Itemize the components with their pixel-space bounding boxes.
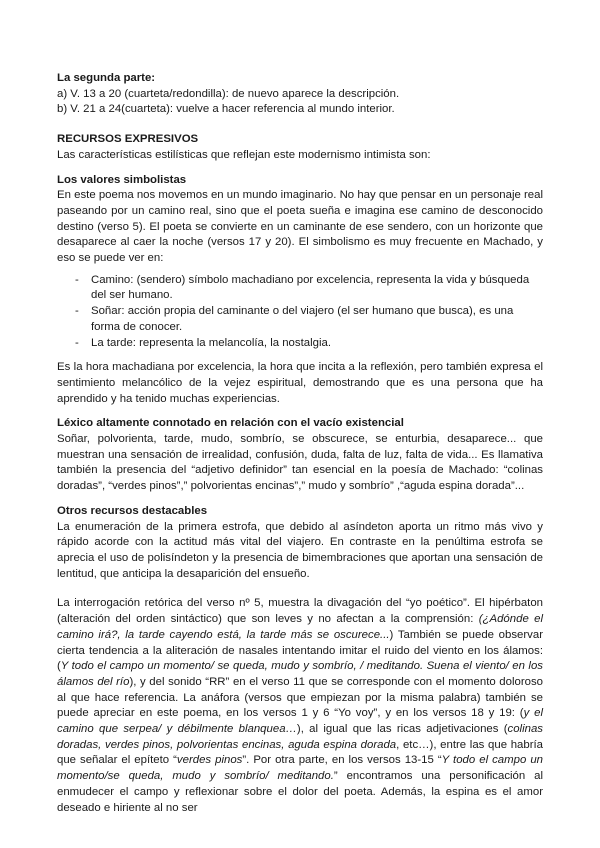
segunda-parte-section [57,71,543,118]
valores-paragraph: En este poema nos movemos en un mundo imaginario. No hay que pensar en un personaje real paseando por un camino real, sino que el poeta sueña e imagina ese camino de desconocido destino (verso 5). El poeta se convierte en un caminante de ese sendero, con un horizonte que desaparece al caer la noche (versos 17 y 20). El simbolismo es muy frecuente en Machado, y eso se puede ver en: [57,189,543,265]
otros-section [57,504,543,583]
otros-heading: Otros recursos destacables [57,504,208,517]
valores-after-paragraph: Es la hora machadiana por excelencia, la hora que incita a la reflexión, pero también expresa el sentimiento melancólico de la vejez espiritual, demostrando que es una persona que ha aprendido y ha tenido muchas experiencias. [57,361,543,405]
lexico-heading: Léxico altamente connotado en relación con el vacío existencial [57,417,404,430]
interrogacion-paragraph: La interrogación retórica del verso nº 5, muestra la divagación del “yo poético”. El hipérbaton (alteración del orden sintáctico) que son leves y no afectan a la comprensión: (¿Adónde el camino irá?, la tarde cayendo está, la tarde más se oscurece...) También se puede observar cierta tendencia a la aliteración de nasales intentando imitar el ruido del viento en los álamos: (Y todo el campo un momento/ se queda, mudo y sombrío, / meditando. Suena el viento/ en los álamos del río), y del sonido “RR” en el verso 11 que se corresponde con el momento doloroso al que hace referencia. La anáfora (versos que empiezan por la misma palabra) también se puede apreciar en este poema, en los versos 1 y 6 “Yo voy”, y en los versos 18 y 19: (y el camino que serpea/ y débilmente blanquea…), al igual que las ricas adjetivaciones (colinas doradas, verdes pinos, polvorientas encinas, aguda espina dorada, etc…), entre las que habría que señalar el epíteto “verdes pinos”. Por otra parte, en los versos 13-15 “Y todo el campo un momento/se queda, mudo y sombrío/ meditando.” encontramos una personificación al enmudecer el campo y reflexionar sobre el dolor del poeta. Además, la espina es el amor deseado e hiriente al no ser [57,597,544,814]
recursos-intro: Las características estilísticas que reflejan este modernismo intimista son: [57,148,431,161]
segunda-parte-heading: La segunda parte: [57,72,156,84]
lexico-paragraph: Soñar, polvorienta, tarde, mudo, sombrío, se obscurece, se enturbia, desaparece... que muestran una sensación de irrealidad, confusión, duda, falta de luz, falta de vida... Es llamativa también la presencia del “adjetivo definidor” tan esencial en la poesía de Machado: “colinas doradas”, “verdes pinos”,” polvorientas encinas”,” mudo y sombrío” ,“aguda espina dorada”... [57,433,543,493]
valores-list [57,273,543,352]
lexico-section [57,416,543,495]
list-item: - Camino: (sendero) símbolo machadiano por excelencia, representa la vida y búsqueda del ser humano. [75,273,530,302]
segunda-parte-item-b: b) V. 21 a 24(cuarteta): vuelve a hacer referencia al mundo interior. [57,103,395,116]
recursos-section [57,132,543,163]
list-item: - La tarde: representa la melancolía, la nostalgia. [75,336,331,349]
recursos-heading: RECURSOS EXPRESIVOS [57,133,199,146]
valores-section [57,173,543,408]
list-item: - Soñar: acción propia del caminante o del viajero (el ser humano que busca), es una forma de conocer. [75,305,514,333]
document-page [57,71,543,816]
segunda-parte-item-a: a) V. 13 a 20 (cuarteta/redondilla): de nuevo aparece la descripción. [57,87,400,100]
valores-heading: Los valores simbolistas [57,173,187,186]
otros-paragraph: La enumeración de la primera estrofa, que debido al asíndeton aporta un ritmo más vivo y rápido acorde con la actitud más vital del viajero. En contraste en la penúltima estrofa se aprecia el uso de polisíndeton y la presencia de bimembraciones que aportan una sensación de lentitud, que anticipa la desaparición del ensueño. [57,520,543,580]
